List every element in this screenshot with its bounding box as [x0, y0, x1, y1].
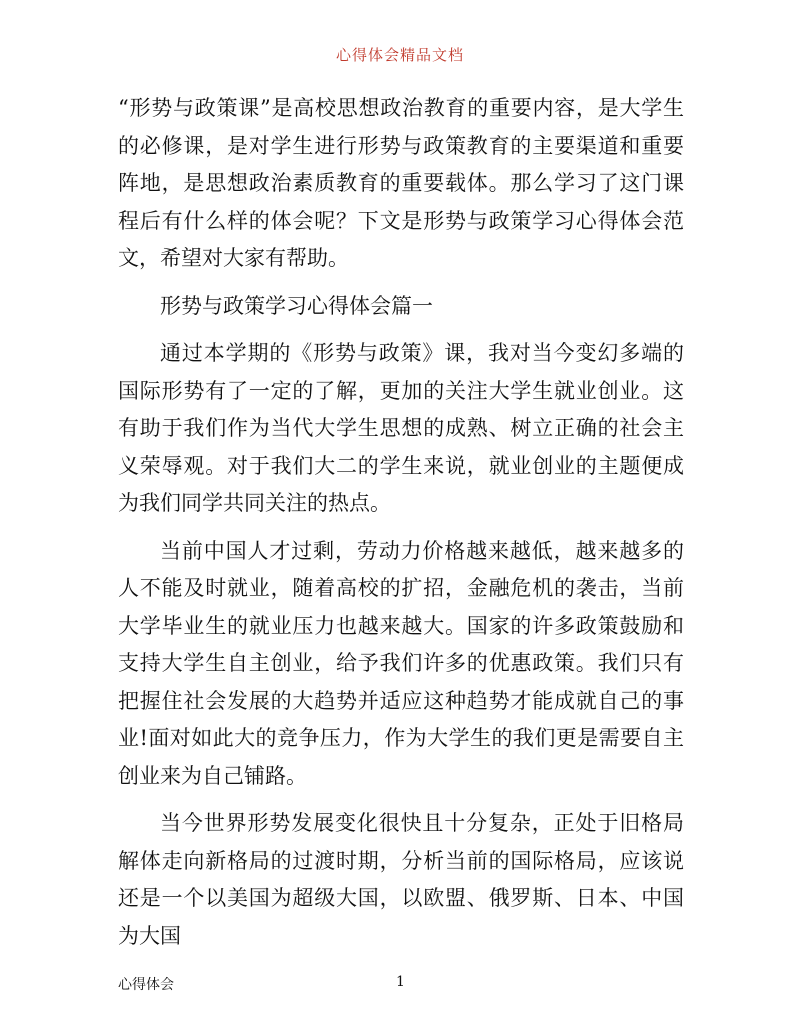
page-number: 1: [396, 974, 405, 990]
intro-paragraph: “形势与政策课”是高校思想政治教育的重要内容，是大学生的必修课，是对学生进行形势与政策教育的主要渠道和重要阵地，是思想政治素质教育的重要载体。那么学习了这门课程后有什么样的体会呢？下文是形势与政策学习心得体会范文，希望对大家有帮助。: [118, 96, 684, 270]
body-paragraph-1: 通过本学期的《形势与政策》课，我对当今变幻多端的国际形势有了一定的了解，更加的关注大学生就业创业。这有助于我们作为当代大学生思想的成熟、树立正确的社会主义荣辱观。对于我们大二的学生来说，就业创业的主题便成为我们同学共同关注的热点。: [118, 341, 684, 515]
section-heading: 形势与政策学习心得体会篇一: [160, 293, 433, 318]
document-header-title: 心得体会精品文档: [335, 46, 464, 64]
body-paragraph-2: 当前中国人才过剩，劳动力价格越来越低，越来越多的人不能及时就业，随着高校的扩招，金融危机的袭击，当前大学毕业生的就业压力也越来越大。国家的许多政策鼓励和支持大学生自主创业，给予我们许多的优惠政策。我们只有把握住社会发展的大趋势并适应这种趋势才能成就自己的事业!面对如此大的竞争压力，作为大学生的我们更是需要自主创业来为自己铺路。: [118, 538, 684, 788]
document-body: [118, 90, 684, 955]
footer-label: 心得体会: [118, 977, 174, 993]
body-paragraph-3: 当今世界形势发展变化很快且十分复杂，正处于旧格局解体走向新格局的过渡时期，分析当前的国际格局，应该说还是一个以美国为超级大国，以欧盟、俄罗斯、日本、中国为大国: [118, 811, 684, 948]
